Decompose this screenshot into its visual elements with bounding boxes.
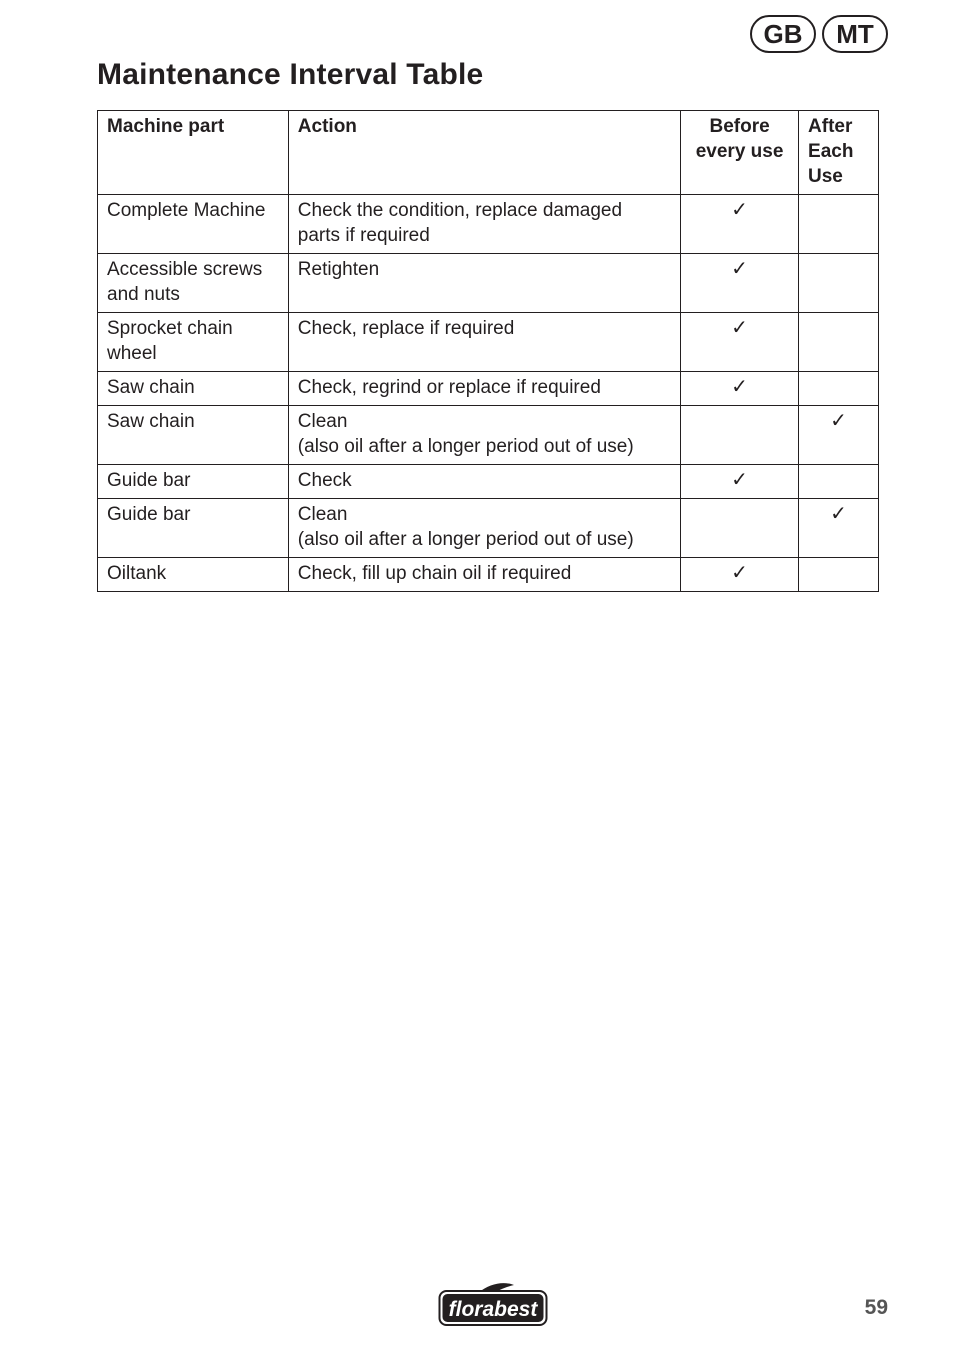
action-line: (also oil after a longer period out of use) — [297, 529, 634, 550]
table-row — [98, 372, 879, 406]
table-row — [98, 406, 879, 465]
part-line: Accessible screws — [107, 259, 263, 280]
cell-machine-part: Saw chain — [98, 372, 289, 406]
header-before-every-use — [681, 111, 799, 195]
table-row — [98, 465, 879, 499]
cell-before-every-use — [681, 558, 799, 592]
cell-after-each-use — [799, 254, 879, 313]
cell-machine-part: Saw chain — [98, 406, 289, 465]
cell-before-every-use — [681, 406, 799, 465]
table-header-row — [98, 111, 879, 195]
cell-action: Check — [288, 465, 680, 499]
maintenance-interval-table — [97, 110, 879, 592]
brand-wordmark: florabest — [448, 1298, 538, 1321]
action-line: parts if required — [297, 225, 430, 246]
check-mark-icon: ✓ — [830, 503, 847, 525]
language-badge-mt: MT — [822, 15, 888, 53]
check-mark-icon: ✓ — [731, 376, 748, 398]
cell-machine-part: Guide bar — [98, 465, 289, 499]
cell-before-every-use — [681, 499, 799, 558]
cell-after-each-use — [799, 406, 879, 465]
header-before-line-2: every use — [695, 141, 784, 162]
cell-machine-part: Guide bar — [98, 499, 289, 558]
table-row — [98, 499, 879, 558]
cell-after-each-use — [799, 499, 879, 558]
cell-before-every-use — [681, 465, 799, 499]
header-action: Action — [288, 111, 680, 195]
cell-action: Check, regrind or replace if required — [288, 372, 680, 406]
part-line: and nuts — [107, 284, 180, 305]
cell-before-every-use — [681, 313, 799, 372]
action-line: Clean — [297, 504, 348, 525]
action-line: Clean — [297, 411, 348, 432]
cell-before-every-use — [681, 195, 799, 254]
cell-action: Check, replace if required — [288, 313, 680, 372]
cell-action: Retighten — [288, 254, 680, 313]
check-mark-icon: ✓ — [731, 258, 748, 280]
header-machine-part: Machine part — [98, 111, 289, 195]
part-line: Sprocket chain — [107, 318, 233, 339]
check-mark-icon: ✓ — [830, 410, 847, 432]
action-line: Check the condition, replace damaged — [297, 200, 623, 221]
table-row — [98, 313, 879, 372]
cell-machine-part — [98, 313, 289, 372]
cell-machine-part: Complete Machine — [98, 195, 289, 254]
table-row — [98, 254, 879, 313]
cell-machine-part: Oiltank — [98, 558, 289, 592]
cell-action — [288, 499, 680, 558]
header-after-line-2: Each — [808, 141, 854, 162]
language-badges — [750, 15, 888, 53]
check-mark-icon: ✓ — [731, 562, 748, 584]
cell-machine-part — [98, 254, 289, 313]
language-badge-gb: GB — [750, 15, 816, 53]
header-after-line-3: Use — [808, 166, 843, 187]
cell-before-every-use — [681, 372, 799, 406]
cell-after-each-use — [799, 558, 879, 592]
cell-before-every-use — [681, 254, 799, 313]
check-mark-icon: ✓ — [731, 469, 748, 491]
check-mark-icon: ✓ — [731, 199, 748, 221]
cell-action — [288, 195, 680, 254]
cell-after-each-use — [799, 465, 879, 499]
table-row — [98, 195, 879, 254]
cell-after-each-use — [799, 372, 879, 406]
cell-after-each-use — [799, 195, 879, 254]
cell-action — [288, 406, 680, 465]
cell-after-each-use — [799, 313, 879, 372]
florabest-logo — [438, 1281, 548, 1327]
header-before-line-1: Before — [709, 116, 770, 137]
table-row — [98, 558, 879, 592]
page-title: Maintenance Interval Table — [97, 58, 484, 91]
action-line: (also oil after a longer period out of use) — [297, 436, 634, 457]
check-mark-icon: ✓ — [731, 317, 748, 339]
part-line: wheel — [107, 343, 157, 364]
page-number: 59 — [864, 1296, 888, 1319]
header-after-each-use — [799, 111, 879, 195]
header-after-line-1: After — [808, 116, 853, 137]
cell-action: Check, fill up chain oil if required — [288, 558, 680, 592]
